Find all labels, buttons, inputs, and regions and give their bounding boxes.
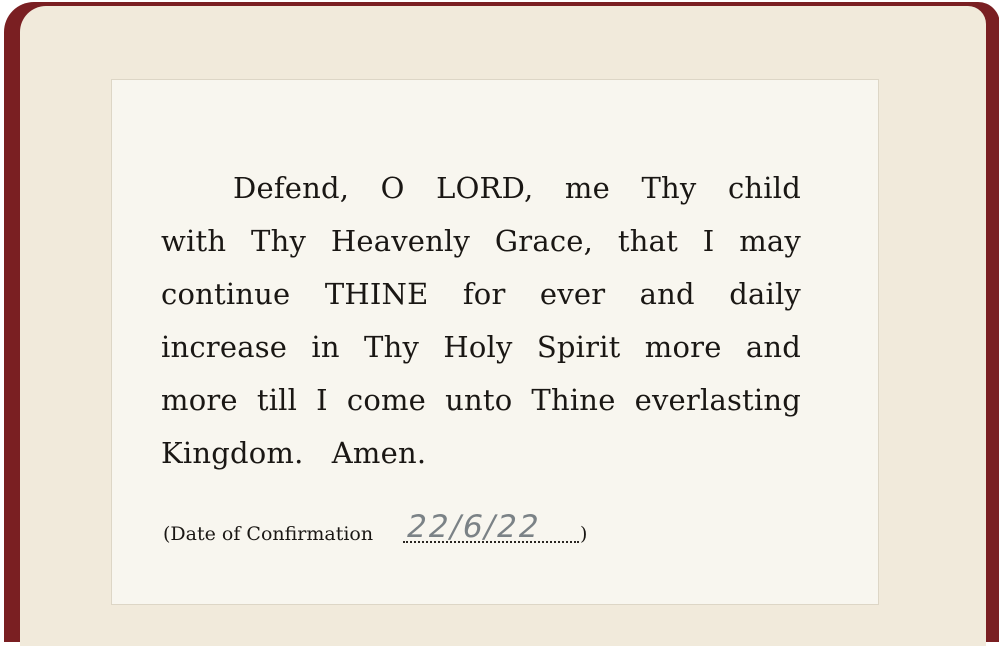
prayer-line-5: more till I come unto Thine everlasting [161,383,801,417]
confirmation-date-line [163,509,593,549]
prayer-line-1: Defend, O LORD, me Thy child [233,171,801,205]
closing-parenthesis: ) [580,523,588,545]
confirmation-label: (Date of Confirmation [163,523,374,545]
prayer-line-6: Kingdom. Amen. [161,436,427,470]
prayer-line-4: increase in Thy Holy Spirit more and [161,330,801,364]
prayer-line-3: continue THINE for ever and daily [161,277,801,311]
handwritten-date: 22/6/22 [403,509,545,545]
prayer-line-2: with Thy Heavenly Grace, that I may [161,224,801,258]
prayer-text [161,162,801,480]
